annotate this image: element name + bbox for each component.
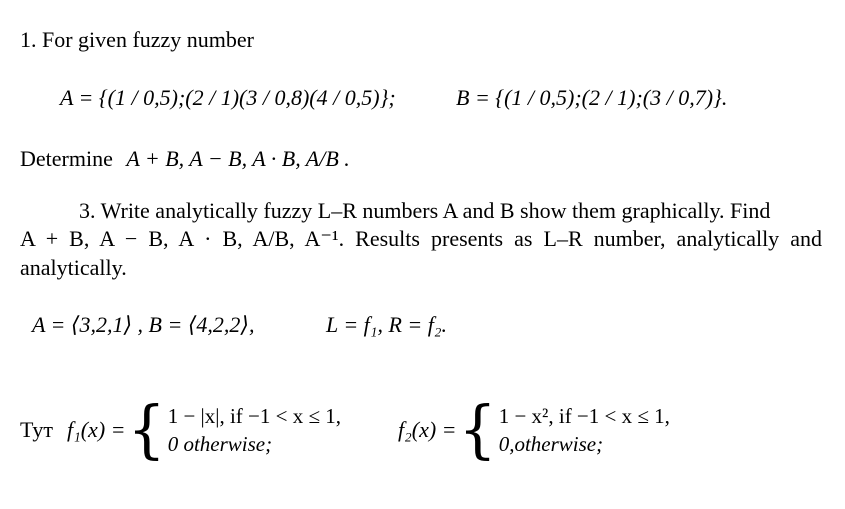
determine-label: Determine xyxy=(20,146,113,171)
problem3-line1: 3. Write analytically fuzzy L–R numbers A and B show them graphically. Find xyxy=(79,198,771,223)
f2-cases xyxy=(499,402,670,458)
tut-label: Тут xyxy=(20,417,53,442)
set-a-definition: A = {(1 / 0,5);(2 / 1)(3 / 0,8)(4 / 0,5)}; xyxy=(60,85,396,110)
ab-lr-definition: A = ⟨3,2,1⟩ , B = ⟨4,2,2⟩, xyxy=(32,312,255,337)
f1-case-2: 0 otherwise; xyxy=(167,432,273,456)
f2-name: f₂(x) = xyxy=(398,417,457,442)
f1-name: f₁(x) = xyxy=(66,417,126,442)
determine-operations: A + B, A − B, A · B, A/B . xyxy=(126,146,350,171)
f1-definition xyxy=(20,393,341,467)
problem3-line3: analytically. xyxy=(20,255,127,280)
set-b-definition: B = {(1 / 0,5);(2 / 1);(3 / 0,7)}. xyxy=(456,85,728,110)
f2-brace: { xyxy=(458,393,497,467)
f2-case-2: 0,otherwise; xyxy=(498,432,604,456)
f1-case-1: 1 − |x|, if −1 < x ≤ 1, xyxy=(167,404,341,428)
f2-case-1: 1 − x², if −1 < x ≤ 1, xyxy=(498,404,670,428)
f1-brace: { xyxy=(127,393,166,467)
problem1-heading: 1. For given fuzzy number xyxy=(20,27,254,52)
lr-functions-definition: L = f₁, R = f₂. xyxy=(326,312,447,337)
problem3-line2: A + B, A − B, A · B, A/B, A⁻¹. Results presents as L–R number, analytically and xyxy=(20,226,822,251)
f2-definition xyxy=(398,393,670,467)
f1-cases xyxy=(168,402,341,458)
determine-line xyxy=(20,146,350,172)
